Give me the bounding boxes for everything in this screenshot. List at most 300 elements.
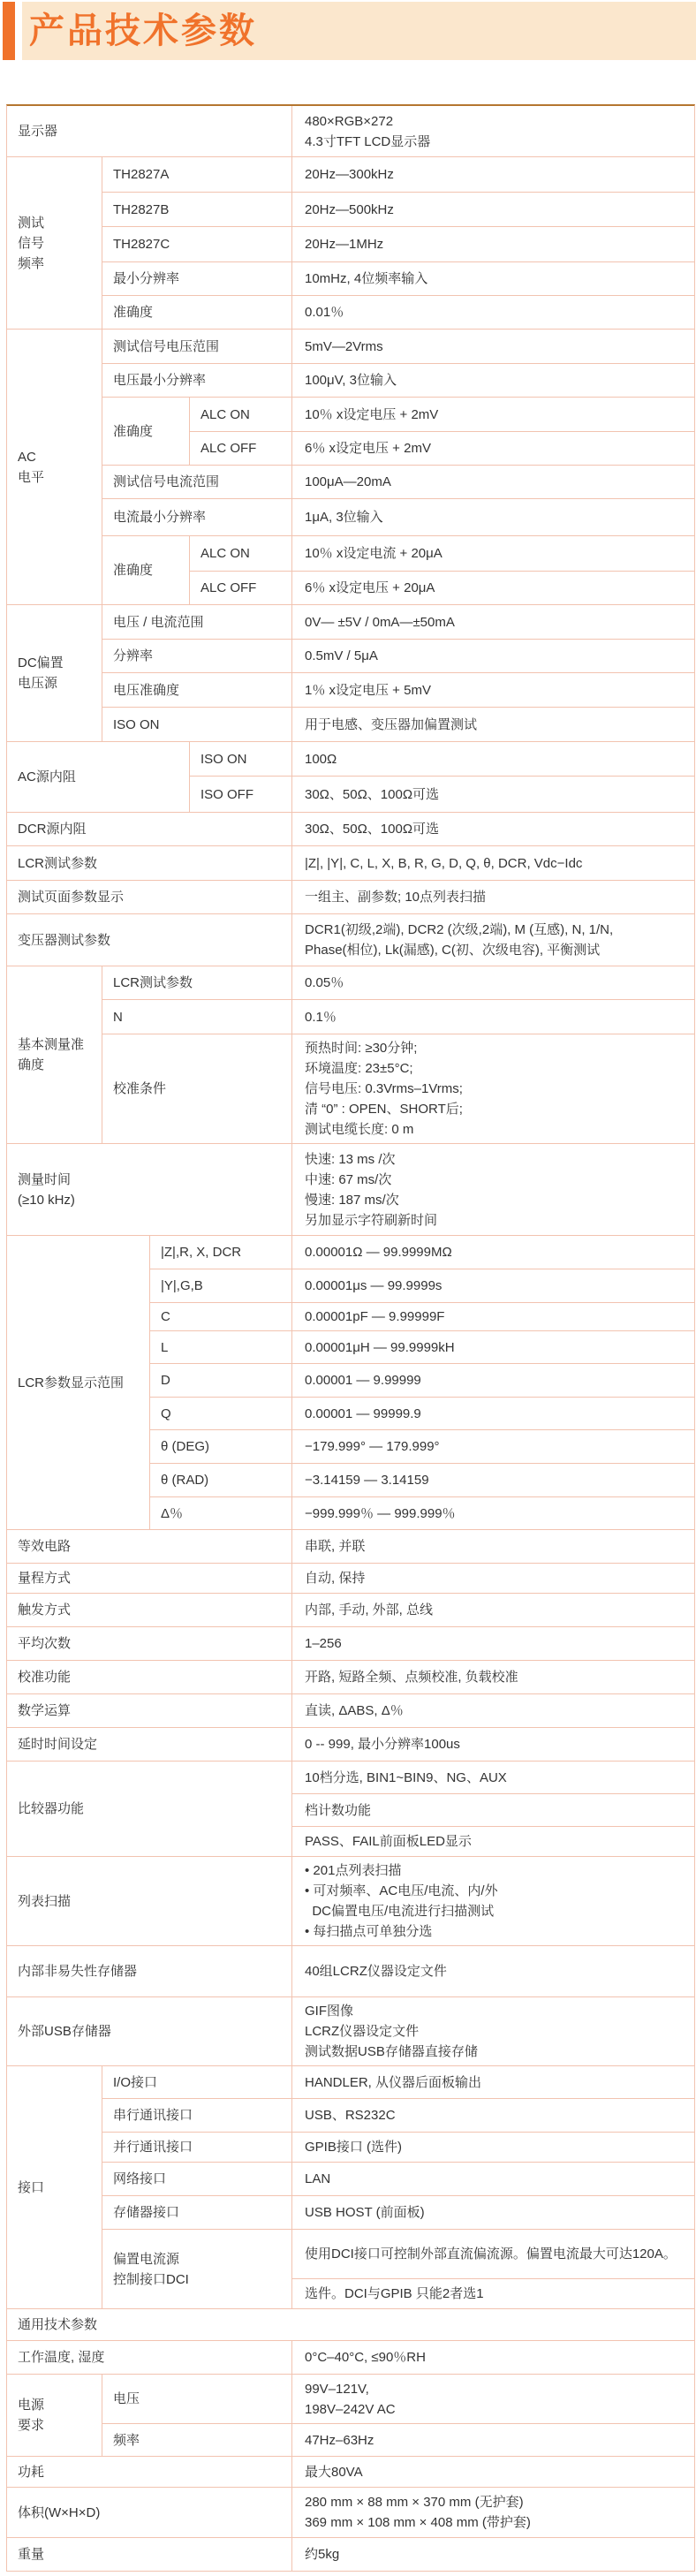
calibration-function xyxy=(7,1661,694,1694)
row-value xyxy=(292,2538,694,2572)
row-value xyxy=(292,1530,694,1564)
cell-text: 10mHz, 4位频率输入 xyxy=(305,271,428,286)
cell-text: 0 -- 999, 最小分辨率100us xyxy=(305,1737,460,1752)
row-group xyxy=(292,2230,694,2309)
row-label xyxy=(102,499,292,536)
table-row xyxy=(292,2230,694,2279)
row-value xyxy=(292,364,694,398)
table-row xyxy=(102,605,694,640)
row-label xyxy=(102,536,190,605)
row-value xyxy=(292,1464,694,1497)
cell-text: 测试信号电压范围 xyxy=(113,338,220,354)
table-row xyxy=(292,1762,694,1794)
cell-text: 频率 xyxy=(18,255,45,271)
table-row xyxy=(102,364,694,398)
row-group xyxy=(190,536,694,605)
cell-text: 环境温度: 23±5°C; xyxy=(305,1061,413,1076)
cell-text: 0.01％ xyxy=(305,305,344,320)
cell-text: 0.00001 — 9.99999 xyxy=(305,1373,421,1388)
cell-text: AC xyxy=(18,449,36,465)
average-times xyxy=(7,1627,694,1661)
row-value xyxy=(292,813,694,846)
cell-text: 串行通讯接口 xyxy=(113,2108,193,2123)
row-label xyxy=(7,2341,292,2375)
cell-text: 测量时间 xyxy=(18,1171,72,1187)
row-label xyxy=(102,364,292,398)
internal-memory xyxy=(7,1946,694,1997)
row-group xyxy=(150,1236,694,1530)
cell-text: 自动, 保持 xyxy=(305,1571,366,1586)
row-label xyxy=(7,1762,292,1857)
cell-text: 0.00001 — 99999.9 xyxy=(305,1405,421,1421)
table-row xyxy=(292,1827,694,1857)
ac-source-impedance xyxy=(7,742,694,813)
cell-text: 信号 xyxy=(18,235,45,251)
row-label xyxy=(102,2375,292,2424)
row-label xyxy=(102,640,292,673)
row-label xyxy=(102,2133,292,2163)
row-label xyxy=(150,1497,292,1530)
table-row xyxy=(190,536,694,572)
power-consumption xyxy=(7,2457,694,2488)
table-row xyxy=(102,330,694,364)
table-row xyxy=(102,296,694,330)
cell-text: 体积(W×H×D) xyxy=(18,2504,101,2520)
measurement-time xyxy=(7,1144,694,1236)
spec-table xyxy=(6,104,695,2572)
cell-text: 20Hz—1MHz xyxy=(305,237,384,252)
table-row xyxy=(190,572,694,605)
table-row xyxy=(102,227,694,262)
cell-text: 列表扫描 xyxy=(18,1893,72,1909)
cell-text: 延时时间设定 xyxy=(18,1737,98,1752)
cell-text: 内部, 手动, 外部, 总线 xyxy=(305,1602,434,1618)
cell-text: 10％ x设定电压 + 2mV xyxy=(305,406,439,422)
cell-text: N xyxy=(113,1009,123,1025)
row-value xyxy=(292,673,694,708)
cell-text: 电源 xyxy=(18,2398,45,2413)
lcr-test-parameters xyxy=(7,846,694,881)
cell-text: ALC ON xyxy=(200,406,250,422)
row-label xyxy=(7,1564,292,1594)
table-row xyxy=(150,1236,694,1269)
table-row xyxy=(102,262,694,296)
row-label xyxy=(7,914,292,966)
cell-text: USB HOST (前面板) xyxy=(305,2205,425,2220)
cell-text: GPIB接口 (选件) xyxy=(305,2140,403,2155)
table-row xyxy=(150,1364,694,1398)
row-label xyxy=(102,466,292,499)
row-label xyxy=(7,1997,292,2066)
cell-text: 准确度 xyxy=(113,305,154,320)
table-row xyxy=(102,1034,694,1144)
row-value xyxy=(292,1144,694,1236)
row-label xyxy=(190,432,292,466)
table-row xyxy=(190,432,694,466)
row-value xyxy=(292,106,694,157)
cell-text: 直读, ΔABS, Δ％ xyxy=(305,1703,404,1718)
row-value xyxy=(292,296,694,330)
row-label xyxy=(150,1236,292,1269)
title-bar xyxy=(0,2,696,60)
row-label xyxy=(7,1627,292,1661)
table-row xyxy=(102,499,694,536)
row-label xyxy=(102,157,292,193)
row-value xyxy=(292,1364,694,1398)
row-value xyxy=(292,777,694,813)
cell-text: 确度 xyxy=(18,1057,45,1072)
cell-text: LCRZ仪器设定文件 xyxy=(305,2024,420,2039)
display xyxy=(7,106,694,157)
cell-text: 电压最小分辨率 xyxy=(113,373,207,388)
row-value xyxy=(292,1694,694,1728)
cell-text: |Y|,G,B xyxy=(161,1278,203,1293)
cell-text: 量程方式 xyxy=(18,1571,72,1586)
table-row xyxy=(102,673,694,708)
row-label xyxy=(7,966,102,1144)
dimensions xyxy=(7,2488,694,2538)
cell-text: 基本测量准 xyxy=(18,1037,85,1052)
table-row xyxy=(102,966,694,1000)
cell-text: 6％ x设定电压 + 20μA xyxy=(305,580,435,595)
cell-text: 100Ω xyxy=(305,751,337,767)
cell-text: 约5kg xyxy=(305,2547,340,2562)
row-value xyxy=(292,398,694,432)
cell-text: 99V–121V, xyxy=(305,2381,369,2397)
row-value xyxy=(292,914,694,966)
cell-text: −999.999％ — 999.999％ xyxy=(305,1505,456,1521)
table-row xyxy=(190,398,694,432)
weight xyxy=(7,2538,694,2572)
cell-text: 控制接口DCI xyxy=(113,2271,189,2287)
cell-text: 显示器 xyxy=(18,124,58,139)
row-label xyxy=(102,227,292,262)
row-label xyxy=(7,1728,292,1762)
cell-text: 电平 xyxy=(18,469,45,485)
row-value xyxy=(292,881,694,914)
row-label xyxy=(102,2066,292,2099)
cell-text: • 201点列表扫描 xyxy=(305,1863,402,1878)
cell-text: 测试 xyxy=(18,215,45,231)
cell-text: GIF图像 xyxy=(305,2004,353,2019)
row-label xyxy=(7,1661,292,1694)
cell-text: C xyxy=(161,1309,170,1324)
row-label xyxy=(150,1398,292,1430)
row-label xyxy=(102,2196,292,2230)
cell-text: AC源内阻 xyxy=(18,769,76,784)
cell-text: L xyxy=(161,1339,169,1355)
range-mode xyxy=(7,1564,694,1594)
row-value xyxy=(292,193,694,227)
row-label xyxy=(102,398,190,466)
comparator-function xyxy=(7,1762,694,1857)
row-group xyxy=(102,157,694,330)
row-label xyxy=(7,846,292,881)
row-value xyxy=(292,499,694,536)
row-group xyxy=(102,966,694,1144)
cell-text: 47Hz–63Hz xyxy=(305,2432,374,2448)
cell-text: • 可对频率、AC电压/电流、内/外 xyxy=(305,1883,498,1898)
table-row xyxy=(102,2099,694,2133)
table-row xyxy=(292,2279,694,2309)
row-label xyxy=(150,1303,292,1331)
interfaces xyxy=(7,2066,694,2309)
row-value xyxy=(292,2279,694,2309)
cell-text: (≥10 kHz) xyxy=(18,1192,75,1208)
cell-text: 重量 xyxy=(18,2547,45,2562)
cell-text: 另加显示字符刷新时间 xyxy=(305,1212,438,1228)
table-row xyxy=(102,466,694,499)
row-label xyxy=(190,572,292,605)
cell-text: 100μA—20mA xyxy=(305,474,391,489)
cell-text: LAN xyxy=(305,2171,331,2186)
cell-text: 1％ x设定电压 + 5mV xyxy=(305,682,431,698)
cell-text: Δ％ xyxy=(161,1505,184,1521)
equivalent-circuit xyxy=(7,1530,694,1564)
row-label xyxy=(102,605,292,640)
cell-text: 频率 xyxy=(113,2432,140,2448)
cell-text: 开路, 短路全频、点频校准, 负载校准 xyxy=(305,1670,518,1685)
cell-text: 工作温度, 湿度 xyxy=(18,2350,105,2365)
cell-text: 测试数据USB存储器直接存储 xyxy=(305,2044,478,2059)
cell-text: 存储器接口 xyxy=(113,2205,180,2220)
cell-text: 清 “0” : OPEN、SHORT后; xyxy=(305,1102,463,1117)
cell-text: 280 mm × 88 mm × 370 mm (无护套) xyxy=(305,2495,524,2510)
row-value xyxy=(292,2099,694,2133)
section-header-label xyxy=(7,2309,694,2341)
row-label xyxy=(7,1236,150,1530)
title-band xyxy=(22,2,696,60)
cell-text: TH2827C xyxy=(113,237,170,252)
cell-text: 信号电压: 0.3Vrms–1Vrms; xyxy=(305,1081,463,1096)
row-label xyxy=(190,742,292,777)
row-label xyxy=(150,1331,292,1364)
row-value xyxy=(292,572,694,605)
row-value xyxy=(292,330,694,364)
row-label xyxy=(102,2099,292,2133)
cell-text: 1–256 xyxy=(305,1636,342,1651)
row-value xyxy=(292,1034,694,1144)
row-group xyxy=(102,330,694,605)
power-requirements xyxy=(7,2375,694,2457)
cell-text: LCR测试参数 xyxy=(113,975,193,990)
row-label xyxy=(150,1464,292,1497)
row-label xyxy=(7,1946,292,1997)
row-label xyxy=(7,2488,292,2538)
row-group xyxy=(190,398,694,466)
row-label xyxy=(102,2230,292,2309)
row-label xyxy=(102,1034,292,1144)
row-label xyxy=(7,2066,102,2309)
table-row xyxy=(150,1464,694,1497)
row-value xyxy=(292,262,694,296)
row-value xyxy=(292,536,694,572)
cell-text: DC偏置 xyxy=(18,655,64,671)
cell-text: 480×RGB×272 xyxy=(305,113,394,129)
row-label xyxy=(7,1857,292,1946)
table-row xyxy=(102,640,694,673)
cell-text: |Z|,R, X, DCR xyxy=(161,1245,242,1260)
cell-text: 0.00001Ω — 99.9999MΩ xyxy=(305,1245,452,1260)
cell-text: 0.00001μs — 99.9999s xyxy=(305,1278,443,1293)
row-value xyxy=(292,1497,694,1530)
cell-text: LCR参数显示范围 xyxy=(18,1375,125,1390)
row-value xyxy=(292,1762,694,1794)
cell-text: 快速: 13 ms /次 xyxy=(305,1151,396,1167)
row-value xyxy=(292,708,694,742)
row-value xyxy=(292,2163,694,2196)
table-row xyxy=(190,777,694,813)
cell-text: −3.14159 — 3.14159 xyxy=(305,1473,429,1488)
cell-text: 并行通讯接口 xyxy=(113,2140,193,2155)
cell-text: 一组主、副参数; 10点列表扫描 xyxy=(305,890,487,905)
cell-text: 30Ω、50Ω、100Ω可选 xyxy=(305,786,440,802)
cell-text: 内部非易失性存储器 xyxy=(18,1964,138,1979)
cell-text: 慢速: 187 ms/次 xyxy=(305,1192,399,1208)
row-label xyxy=(7,157,102,330)
table-row xyxy=(102,2424,694,2457)
cell-text: 10％ x设定电流 + 20μA xyxy=(305,546,443,561)
row-value xyxy=(292,742,694,777)
external-usb-memory xyxy=(7,1997,694,2066)
cell-text: 最大80VA xyxy=(305,2464,363,2480)
row-value xyxy=(292,1331,694,1364)
row-label xyxy=(102,673,292,708)
table-row xyxy=(292,1794,694,1827)
cell-text: 平均次数 xyxy=(18,1636,72,1651)
basic-accuracy xyxy=(7,966,694,1144)
row-label xyxy=(102,2163,292,2196)
cell-text: 40组LCRZ仪器设定文件 xyxy=(305,1964,447,1979)
cell-text: 电流最小分辨率 xyxy=(113,510,207,525)
cell-text: θ (DEG) xyxy=(161,1439,210,1454)
row-label xyxy=(102,262,292,296)
row-group xyxy=(190,742,694,813)
cell-text: 测试电缆长度: 0 m xyxy=(305,1122,414,1137)
row-value xyxy=(292,2341,694,2375)
cell-text: USB、RS232C xyxy=(305,2108,396,2123)
row-label xyxy=(7,1530,292,1564)
row-label xyxy=(102,1000,292,1034)
cell-text: 100μV, 3位输入 xyxy=(305,373,397,388)
lcr-display-range xyxy=(7,1236,694,1530)
row-value xyxy=(292,2196,694,2230)
cell-text: 0.1％ xyxy=(305,1009,337,1025)
cell-text: 0.5mV / 5μA xyxy=(305,648,378,663)
row-label xyxy=(7,2375,102,2457)
cell-text: 分辨率 xyxy=(113,648,154,663)
row-label xyxy=(7,106,292,157)
table-row xyxy=(150,1269,694,1303)
cell-text: 最小分辨率 xyxy=(113,271,180,286)
row-label xyxy=(7,2457,292,2488)
row-label xyxy=(102,296,292,330)
table-row xyxy=(102,2066,694,2099)
row-label xyxy=(102,193,292,227)
cell-text: TH2827A xyxy=(113,167,170,182)
table-row xyxy=(102,536,694,605)
cell-text: 外部USB存储器 xyxy=(18,2024,111,2039)
cell-text: 中速: 67 ms/次 xyxy=(305,1171,392,1187)
table-row xyxy=(102,1000,694,1034)
transformer-test-parameters xyxy=(7,914,694,966)
row-value xyxy=(292,1997,694,2066)
row-group xyxy=(102,2375,694,2457)
row-value xyxy=(292,1398,694,1430)
list-sweep xyxy=(7,1857,694,1946)
table-row xyxy=(102,2196,694,2230)
row-value xyxy=(292,1269,694,1303)
cell-text: 电压 / 电流范围 xyxy=(113,614,204,630)
table-row xyxy=(150,1497,694,1530)
dc-bias-source xyxy=(7,605,694,742)
cell-text: −179.999° — 179.999° xyxy=(305,1439,440,1454)
cell-text: 触发方式 xyxy=(18,1602,72,1618)
cell-text: 0.00001μH — 99.9999kH xyxy=(305,1339,455,1355)
row-group xyxy=(102,605,694,742)
cell-text: 校准条件 xyxy=(113,1081,167,1096)
cell-text: 档计数功能 xyxy=(305,1802,372,1818)
cell-text: 电压 xyxy=(113,2391,140,2406)
row-value xyxy=(292,1594,694,1627)
cell-text: HANDLER, 从仪器后面板输出 xyxy=(305,2074,482,2090)
cell-text: 30Ω、50Ω、100Ω可选 xyxy=(305,822,440,837)
cell-text: ALC OFF xyxy=(200,580,257,595)
table-row xyxy=(102,2133,694,2163)
cell-text: 用于电感、变压器加偏置测试 xyxy=(305,716,478,732)
cell-text: DCR1(初级,2端), DCR2 (次级,2端), M (互感), N, 1/N, xyxy=(305,922,614,937)
cell-text: 20Hz—300kHz xyxy=(305,167,394,182)
row-value xyxy=(292,1827,694,1857)
cell-text: 20Hz—500kHz xyxy=(305,201,394,217)
row-value xyxy=(292,157,694,193)
row-value xyxy=(292,640,694,673)
table-row xyxy=(102,708,694,742)
cell-text: 串联, 并联 xyxy=(305,1539,366,1554)
cell-text: 电压源 xyxy=(18,676,58,691)
row-value xyxy=(292,1946,694,1997)
row-value xyxy=(292,1794,694,1827)
cell-text: 偏置电流源 xyxy=(113,2251,180,2267)
cell-text: 369 mm × 108 mm × 408 mm (带护套) xyxy=(305,2515,531,2530)
cell-text: 测试页面参数显示 xyxy=(18,890,125,905)
row-label xyxy=(190,536,292,572)
cell-text: |Z|, |Y|, C, L, X, B, R, G, D, Q, θ, DCR, Vdc−Idc xyxy=(305,855,583,871)
table-row xyxy=(102,157,694,193)
cell-text: 0V— ±5V / 0mA—±50mA xyxy=(305,614,455,630)
row-value xyxy=(292,2375,694,2424)
cell-text: 预热时间: ≥30分钟; xyxy=(305,1041,418,1056)
row-label xyxy=(7,605,102,742)
cell-text: 校准功能 xyxy=(18,1670,72,1685)
test-page-display xyxy=(7,881,694,914)
dcr-source-impedance xyxy=(7,813,694,846)
table-row xyxy=(150,1430,694,1464)
table-row xyxy=(190,742,694,777)
cell-text: 数学运算 xyxy=(18,1703,72,1718)
cell-text: I/O接口 xyxy=(113,2074,158,2090)
cell-text: TH2827B xyxy=(113,201,170,217)
general-parameters-header xyxy=(7,2309,694,2341)
cell-text: 电压准确度 xyxy=(113,682,180,698)
row-label xyxy=(190,398,292,432)
row-value xyxy=(292,1627,694,1661)
row-label xyxy=(7,1144,292,1236)
row-label xyxy=(150,1430,292,1464)
cell-text: ALC OFF xyxy=(200,441,257,456)
cell-text: 6％ x设定电压 + 2mV xyxy=(305,441,431,456)
table-row xyxy=(150,1398,694,1430)
